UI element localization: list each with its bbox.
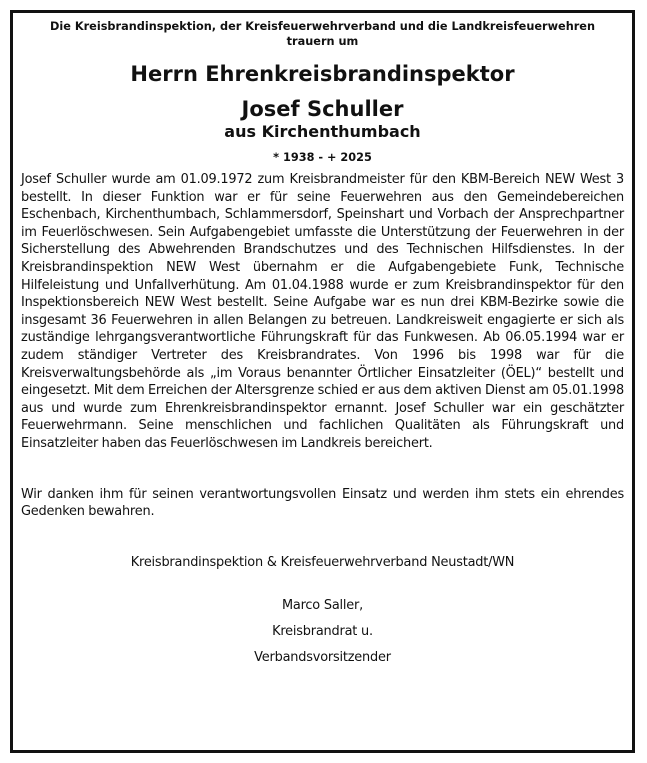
obituary-notice-frame (10, 10, 635, 753)
signatory-title-2: Verbandsvorsitzender (254, 649, 391, 665)
life-dates: * 1938 - + 2025 (273, 151, 372, 164)
biography-paragraph: Josef Schuller wurde am 01.09.1972 zum Kreisbrandmeister für den KBM-Bereich NEW West 3 bestellt. In dieser Funktion war er für seine Feuerwehren aus den Gemeindebereichen Eschenbach, Kirchenthumbach, Schlammersdorf, Speinshart und Vorbach der Ansprechpartner im Feuerlöschwesen. Sein Aufgabengebiet umfasste die Unterstützung der Feuerwehren in der Sicherstellung des Abwehrenden Brandschutzes und des Technischen Hilfsdienstes. In der Kreisbrandinspektion NEW West übernahm er die Aufgabengebiete Funk, Technische Hilfeleistung und Unfallverhütung. Am 01.04.1988 wurde er zum Kreisbrandinspektor für den Inspektionsbereich NEW West bestellt. Seine Aufgabe war es nun drei KBM-Bezirke sowie die insgesamt 36 Feuerwehren in allen Belangen zu betreuen. Landkreisweit engagierte er sich als zuständige lehrgangsverantwortliche Führungskraft für das Funkwesen. Ab 06.05.1994 war er zudem ständiger Vertreter des Kreisbrandrates. Von 1996 bis 1998 war für die Kreisverwaltungsbehörde als „im Voraus benannter Örtlicher Einsatzleiter (ÖEL)“ bestellt und eingesetzt. Mit dem Erreichen der Altersgrenze schied er aus dem aktiven Dienst am 05.01.1998 aus und wurde zum Ehrenkreisbrandinspektor ernannt. Josef Schuller war ein geschätzter Feuerwehrmann. Seine menschlichen und fachlichen Qualitäten als Führungskraft und Einsatzleiter haben das Feuerlöschwesen im Landkreis bereichert. (21, 172, 624, 451)
deceased-name: Josef Schuller (241, 97, 404, 121)
intro-text (21, 20, 624, 49)
honorific-title: Herrn Ehrenkreisbrandinspektor (130, 62, 515, 86)
obituary-notice-content (13, 20, 632, 671)
signatory-name: Marco Saller, (281, 597, 364, 613)
signatory-title-1: Kreisbrandrat u. (272, 623, 373, 639)
organization-line: Kreisbrandinspektion & Kreisfeuerwehrverband Neustadt/WN (130, 554, 515, 570)
intro-line-2: trauern um (286, 34, 359, 48)
intro-line-1: Die Kreisbrandinspektion, der Kreisfeuerwehrverband und die Landkreisfeuerwehren (49, 20, 596, 33)
thanks-paragraph: Wir danken ihm für seinen verantwortungsvollen Einsatz und werden ihm stets ein ehrendes Gedenken bewahren. (21, 486, 624, 520)
deceased-origin: aus Kirchenthumbach (224, 122, 421, 141)
